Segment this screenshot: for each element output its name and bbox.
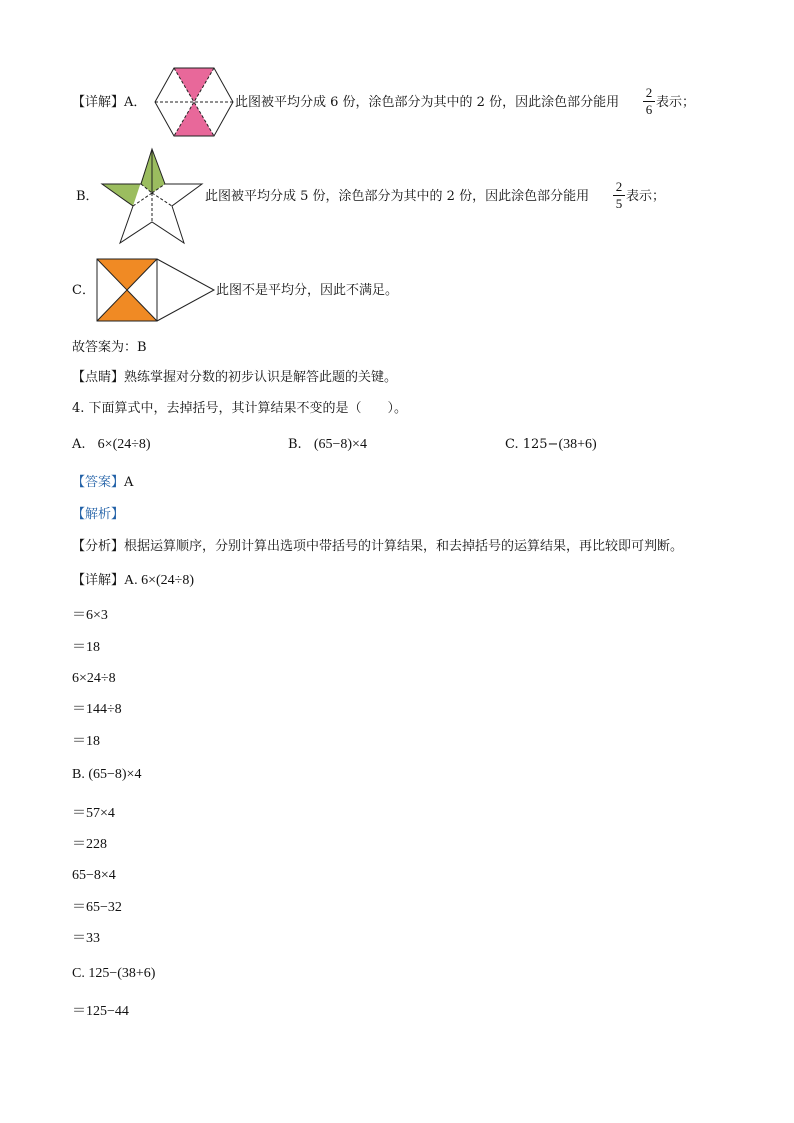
option-b <box>288 437 367 453</box>
hexagon-figure <box>154 67 234 137</box>
analysis-text: 根据运算顺序，分别计算出选项中带括号的计算结果，和去掉括号的运算结果，再比较即可判断。 <box>124 539 684 554</box>
detail-b-line: ＝65−32 <box>72 900 122 915</box>
detail-a-line: ＝18 <box>72 734 100 749</box>
explain-b-text: 此图被平均分成 5 份，涂色部分为其中的 2 份，因此涂色部分能用 <box>205 189 590 204</box>
option-c-expression: (38+6) <box>558 437 597 452</box>
detail-tag: 【详解】 <box>72 573 125 588</box>
option-b-label: B. <box>288 437 302 452</box>
detail-a-line: ＝18 <box>72 640 100 655</box>
explain-b-label: B． <box>76 189 99 204</box>
explain-c-text: 此图不是平均分，因此不满足。 <box>216 283 399 298</box>
explain-a-text: 此图被平均分成 6 份，涂色部分为其中的 2 份，因此涂色部分能用 <box>235 95 620 110</box>
option-c-label: C. 125− <box>505 437 559 452</box>
answer-value: A <box>124 475 134 490</box>
explain-b-fraction <box>613 180 625 211</box>
explain-a-tail: 表示； <box>656 95 696 110</box>
fraction-numerator: 2 <box>645 85 653 100</box>
dianjing <box>72 370 397 386</box>
detail-b-line: ＝33 <box>72 931 100 946</box>
detail-a-line: 6×24÷8 <box>72 671 116 686</box>
option-a-expression: 6×(24÷8) <box>97 437 151 452</box>
explain-c-label: C． <box>72 283 95 298</box>
detail-b-head: B. (65−8)×4 <box>72 767 142 782</box>
answer <box>72 475 133 491</box>
analysis-tag: 【分析】 <box>72 539 125 554</box>
dianjing-text: 熟练掌握对分数的初步认识是解答此题的关键。 <box>124 370 398 385</box>
jiexi-tag: 【解析】 <box>72 507 125 522</box>
detail-c-line: ＝125−44 <box>72 1004 129 1019</box>
option-b-expression: (65−8)×4 <box>313 437 367 452</box>
answer-line: 故答案为：B <box>72 340 147 355</box>
detail-b-line: ＝228 <box>72 837 107 852</box>
rectangle-triangle-figure <box>96 258 216 322</box>
question4-stem: 4. 下面算式中，去掉括号，其计算结果不变的是（ ）。 <box>72 401 408 416</box>
fraction-denominator: 6 <box>645 102 653 117</box>
detail-a-line: ＝144÷8 <box>72 702 122 717</box>
dianjing-tag: 【点睛】 <box>72 370 125 385</box>
detail-a-line: ＝6×3 <box>72 608 108 623</box>
fraction-denominator: 5 <box>615 196 623 211</box>
answer-tag: 【答案】 <box>72 475 125 490</box>
star-figure <box>100 147 204 245</box>
option-c <box>505 437 597 453</box>
detail-a-head <box>72 573 194 589</box>
detail-a-expression: A. 6×(24÷8) <box>124 573 195 588</box>
explain-a-label: 【详解】A． <box>72 95 147 110</box>
option-a-label: A. <box>72 437 86 452</box>
detail-c-head: C. 125−(38+6) <box>72 966 156 981</box>
detail-b-line: 65−8×4 <box>72 868 116 883</box>
explain-b-tail: 表示； <box>626 189 666 204</box>
fraction-numerator: 2 <box>615 179 623 194</box>
option-a <box>72 437 151 453</box>
detail-b-line: ＝57×4 <box>72 806 115 821</box>
explain-a-fraction <box>643 86 655 117</box>
analysis <box>72 539 683 555</box>
